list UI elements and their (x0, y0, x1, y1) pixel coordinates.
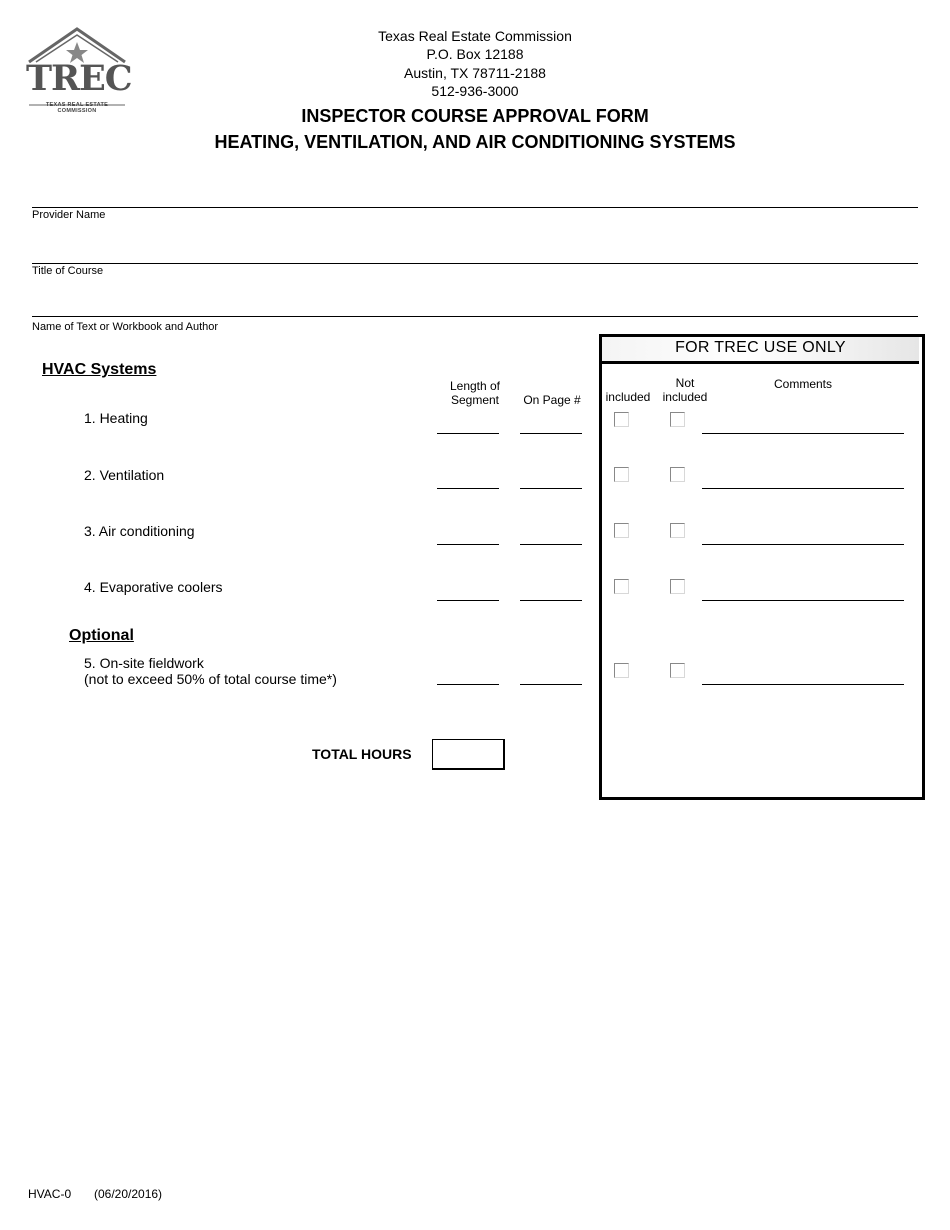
trec-use-only-header: FOR TREC USE ONLY (602, 337, 919, 364)
included-header: included (605, 390, 651, 404)
evaporative-coolers-included-checkbox[interactable] (614, 579, 629, 594)
heating-not-included-checkbox[interactable] (670, 412, 685, 427)
not-included-header: Not included (662, 376, 708, 404)
form-id: HVAC-0 (28, 1187, 72, 1201)
total-hours-label: TOTAL HOURS (312, 746, 412, 762)
logo-wordmark: TREC (26, 58, 132, 99)
evaporative-coolers-page-field[interactable] (520, 600, 582, 601)
comments-header: Comments (773, 377, 832, 391)
air-conditioning-page-field[interactable] (520, 544, 582, 545)
heating-page-field[interactable] (520, 433, 582, 434)
org-name: Texas Real Estate Commission (378, 28, 572, 44)
po-box: P.O. Box 12188 (426, 46, 524, 62)
air-conditioning-length-field[interactable] (437, 544, 499, 545)
provider-name-label: Provider Name (32, 209, 106, 221)
heating-length-field[interactable] (437, 433, 499, 434)
ventilation-included-checkbox[interactable] (614, 467, 629, 482)
item-evaporative-coolers: 4. Evaporative coolers (84, 579, 223, 595)
item-heating: 1. Heating (84, 410, 148, 426)
fieldwork-page-field[interactable] (520, 684, 582, 685)
fieldwork-not-included-checkbox[interactable] (670, 663, 685, 678)
item-ventilation: 2. Ventilation (84, 467, 165, 483)
heating-comments-field[interactable] (702, 433, 904, 434)
ventilation-not-included-checkbox[interactable] (670, 467, 685, 482)
course-title-field[interactable] (32, 263, 918, 264)
item-on-site-fieldwork-note: (not to exceed 50% of total course time*) (84, 671, 337, 687)
evaporative-coolers-length-field[interactable] (437, 600, 499, 601)
heating-included-checkbox[interactable] (614, 412, 629, 427)
text-author-field[interactable] (32, 316, 918, 317)
form-title: INSPECTOR COURSE APPROVAL FORM (301, 106, 649, 126)
hvac-section-heading: HVAC Systems (42, 361, 157, 378)
item-air-conditioning: 3. Air conditioning (84, 523, 195, 539)
evaporative-coolers-comments-field[interactable] (702, 600, 904, 601)
ventilation-comments-field[interactable] (702, 488, 904, 489)
course-title-label: Title of Course (32, 265, 104, 277)
air-conditioning-not-included-checkbox[interactable] (670, 523, 685, 538)
logo-subtext: TEXAS REAL ESTATE COMMISSION (45, 102, 109, 114)
item-on-site-fieldwork: 5. On-site fieldwork (84, 655, 204, 671)
total-hours-field[interactable] (432, 739, 505, 770)
air-conditioning-included-checkbox[interactable] (614, 523, 629, 538)
ventilation-length-field[interactable] (437, 488, 499, 489)
form-date: (06/20/2016) (94, 1187, 163, 1201)
ventilation-page-field[interactable] (520, 488, 582, 489)
text-author-label: Name of Text or Workbook and Author (32, 321, 219, 333)
optional-section-heading: Optional (69, 627, 134, 644)
phone-number: 512-936-3000 (431, 83, 519, 99)
fieldwork-comments-field[interactable] (702, 684, 904, 685)
fieldwork-included-checkbox[interactable] (614, 663, 629, 678)
city-state-zip: Austin, TX 78711-2188 (404, 65, 546, 81)
length-header: Length of Segment (449, 379, 501, 407)
provider-name-field[interactable] (32, 207, 918, 208)
page-header: On Page # (523, 393, 581, 407)
evaporative-coolers-not-included-checkbox[interactable] (670, 579, 685, 594)
fieldwork-length-field[interactable] (437, 684, 499, 685)
form-subtitle: HEATING, VENTILATION, AND AIR CONDITIONING SYSTEMS (214, 132, 736, 152)
air-conditioning-comments-field[interactable] (702, 544, 904, 545)
